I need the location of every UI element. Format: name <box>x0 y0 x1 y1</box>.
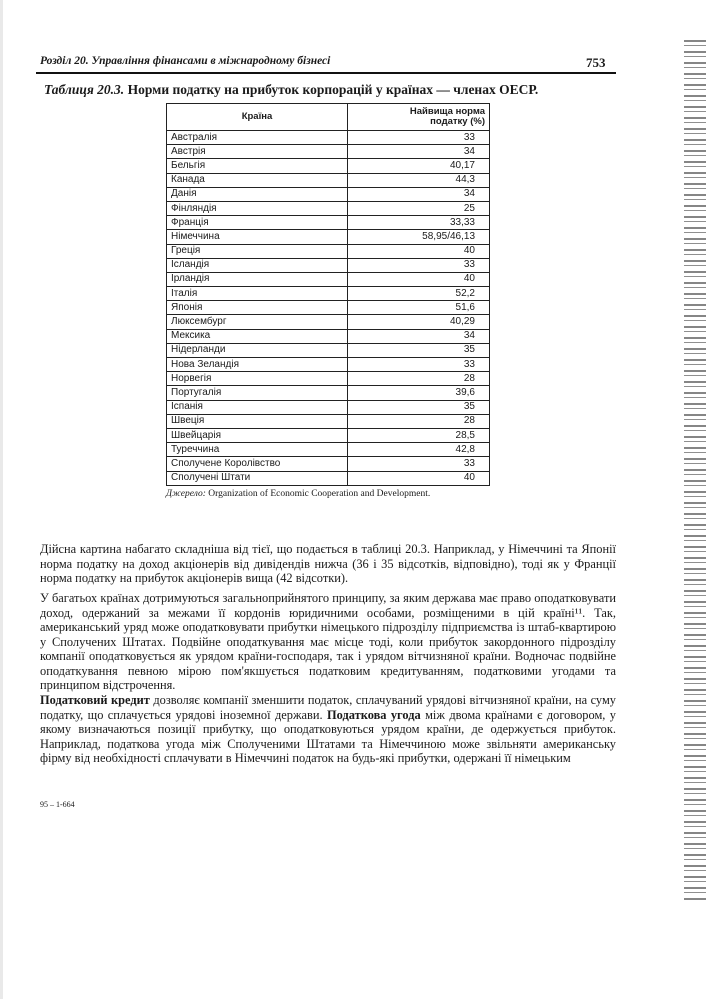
cell-country: Сполучені Штати <box>167 471 348 485</box>
cell-country: Швеція <box>167 414 348 428</box>
cell-country: Ірландія <box>167 272 348 286</box>
cell-rate: 33 <box>348 358 490 372</box>
table-caption <box>44 82 538 98</box>
table-source <box>166 489 430 499</box>
table-row <box>167 131 490 145</box>
source-label: Джерело: <box>166 489 206 499</box>
column-header-rate-line2: податку (%) <box>430 116 485 127</box>
cell-rate: 34 <box>348 145 490 159</box>
cell-rate: 40,17 <box>348 159 490 173</box>
table-row <box>167 329 490 343</box>
table-row <box>167 457 490 471</box>
scan-edge-right <box>684 40 706 900</box>
cell-country: Австралія <box>167 131 348 145</box>
table-row <box>167 372 490 386</box>
cell-country: Ісландія <box>167 258 348 272</box>
cell-rate: 40,29 <box>348 315 490 329</box>
table-row <box>167 159 490 173</box>
cell-rate: 33,33 <box>348 216 490 230</box>
cell-country: Норвегія <box>167 372 348 386</box>
cell-rate: 39,6 <box>348 386 490 400</box>
table-row <box>167 428 490 442</box>
table-row <box>167 216 490 230</box>
table-row <box>167 272 490 286</box>
cell-country: Нова Зеландія <box>167 358 348 372</box>
cell-rate: 35 <box>348 343 490 357</box>
paragraph-2: У багатьох країнах дотримуються загальноприйнятого принципу, за яким держава має право оподатковувати доход, одержаний за межами її кордонів юридичними особами, розміщеними в цій країні¹¹. Так, американський уряд може оподатковувати прибутки німецького підрозділу підприємства із штаб-квартирою у Сполучених Штатах. Подвійне оподаткування має місце тоді, коли прибуток закордонного підрозділу компанії оподатковується як урядом країни-господаря, так і урядом вітчизняної країни. Водночас подвійне оподаткування певною мірою пом'якшується податковим кредитуванням, податковими угодами та принципом відстрочення. <box>40 591 616 692</box>
cell-country: Данія <box>167 187 348 201</box>
cell-rate: 40 <box>348 471 490 485</box>
cell-rate: 42,8 <box>348 443 490 457</box>
cell-rate: 25 <box>348 201 490 215</box>
cell-rate: 40 <box>348 272 490 286</box>
cell-country: Італія <box>167 287 348 301</box>
cell-country: Японія <box>167 301 348 315</box>
cell-country: Іспанія <box>167 400 348 414</box>
cell-rate: 33 <box>348 258 490 272</box>
cell-rate: 44,3 <box>348 173 490 187</box>
cell-country: Греція <box>167 244 348 258</box>
cell-rate: 40 <box>348 244 490 258</box>
term-tax-treaty: Податкова угода <box>327 707 421 722</box>
cell-rate: 34 <box>348 187 490 201</box>
cell-country: Туреччина <box>167 443 348 457</box>
table-row <box>167 244 490 258</box>
cell-rate: 34 <box>348 329 490 343</box>
tax-rate-table <box>166 103 490 486</box>
table-row <box>167 145 490 159</box>
cell-country: Австрія <box>167 145 348 159</box>
paragraph-3-text-1: дозволяє компанії зменшити податок, сплачуваний урядові вітчизняної країни, на суму податку, що сплачується урядові іноземної держави. <box>40 693 617 722</box>
table-caption-text: Норми податку на прибуток корпорацій у країнах — членах ОЕСР. <box>127 82 539 97</box>
page-number: 753 <box>586 55 606 70</box>
paragraph-1: Дійсна картина набагато складніша від тієї, що подається в таблиці 20.3. Наприклад, у Німеччині та Японії норма податку на доход акціонерів від дивідендів нижча (36 і 35 відсотків, відповідно), тоді як у Франції норма податку на прибуток акціонерів вища (42 відсотки). <box>40 542 616 585</box>
term-tax-credit: Податковий кредит <box>40 693 150 707</box>
cell-country: Швейцарія <box>167 428 348 442</box>
cell-country: Сполучене Королівство <box>167 457 348 471</box>
cell-rate: 58,95/46,13 <box>348 230 490 244</box>
cell-rate: 33 <box>348 131 490 145</box>
table-row <box>167 187 490 201</box>
table-row <box>167 358 490 372</box>
table-row <box>167 258 490 272</box>
table-row <box>167 287 490 301</box>
table-row <box>167 230 490 244</box>
table-row <box>167 414 490 428</box>
cell-country: Нідерланди <box>167 343 348 357</box>
table-row <box>167 315 490 329</box>
table-row <box>167 173 490 187</box>
cell-country: Португалія <box>167 386 348 400</box>
cell-country: Канада <box>167 173 348 187</box>
cell-country: Франція <box>167 216 348 230</box>
table-row <box>167 471 490 485</box>
table-body <box>167 131 490 486</box>
header-rule <box>36 72 616 74</box>
cell-country: Бельгія <box>167 159 348 173</box>
column-header-rate-line1: Найвища норма <box>409 106 485 117</box>
cell-rate: 52,2 <box>348 287 490 301</box>
column-header-country: Країна <box>167 104 348 131</box>
table-caption-label: Таблиця 20.3. <box>44 82 125 97</box>
table-row <box>167 443 490 457</box>
footer-print-code: 95 – 1-664 <box>40 800 75 809</box>
cell-country: Фінляндія <box>167 201 348 215</box>
table-header-row <box>167 104 490 131</box>
table-row <box>167 386 490 400</box>
table-row <box>167 343 490 357</box>
paragraph-3 <box>40 693 616 766</box>
cell-rate: 35 <box>348 400 490 414</box>
table-row <box>167 400 490 414</box>
cell-rate: 28,5 <box>348 428 490 442</box>
cell-rate: 33 <box>348 457 490 471</box>
cell-country: Німеччина <box>167 230 348 244</box>
scan-edge-left <box>0 0 3 999</box>
cell-country: Люксембург <box>167 315 348 329</box>
cell-country: Мексика <box>167 329 348 343</box>
paragraph-3-text-2: між двома країнами є договором, у якому визначаються позиції прибутку, що оподатковуються урядом країни, де одержується прибуток. Наприклад, податкова угода між Сполученими Штатами та Німеччиною може звільняти американську фірму від необхідності сплачувати в Німеччині податок на будь-які прибутки, одержані її німецьким <box>40 707 616 765</box>
table-row <box>167 201 490 215</box>
table-row <box>167 301 490 315</box>
cell-rate: 28 <box>348 372 490 386</box>
column-header-rate <box>348 104 490 131</box>
source-text: Organization of Economic Cooperation and Development. <box>208 489 431 499</box>
cell-rate: 28 <box>348 414 490 428</box>
running-header: Розділ 20. Управління фінансами в міжнародному бізнесі <box>40 55 331 67</box>
cell-rate: 51,6 <box>348 301 490 315</box>
